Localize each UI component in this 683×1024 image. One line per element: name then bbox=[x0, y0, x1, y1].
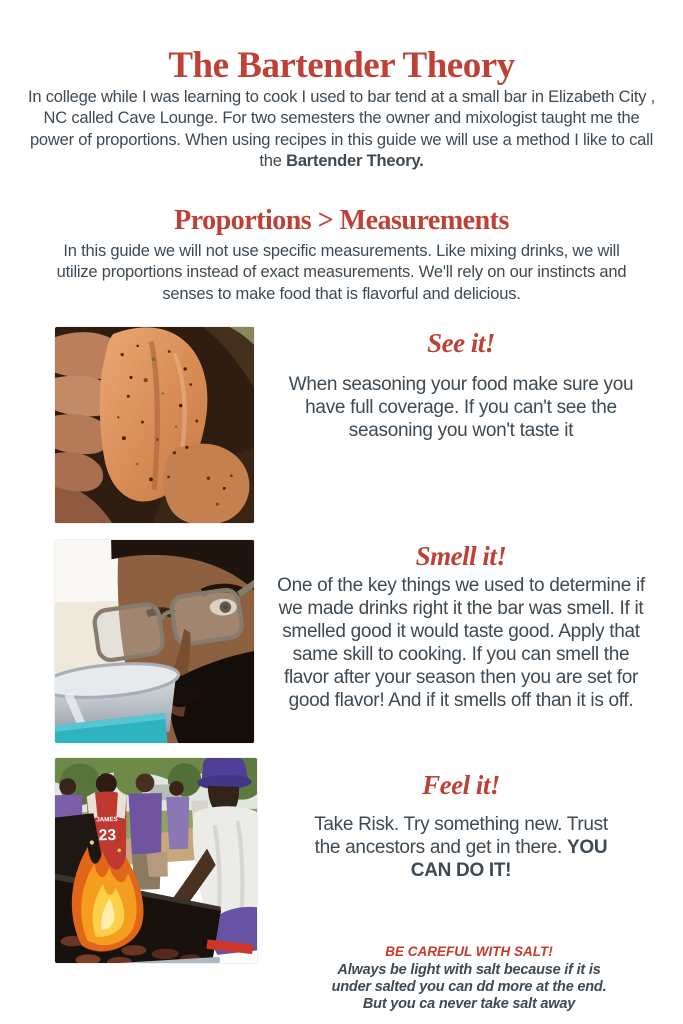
intro-paragraph bbox=[26, 87, 657, 173]
photo-seasoned-chicken bbox=[55, 327, 254, 523]
photo-smelling-bowl bbox=[55, 540, 254, 743]
see-it-heading: See it! bbox=[427, 328, 495, 358]
section-feel-it bbox=[277, 770, 645, 882]
jersey-name: JAMES bbox=[96, 816, 118, 824]
salt-warning-body: Always be light with salt because if it is under salted you can dd more at the end. But you ca never take salt away bbox=[331, 962, 607, 1012]
section-smell-it bbox=[277, 541, 645, 712]
feel-it-bold-phrase: YOU CAN DO IT! bbox=[410, 837, 608, 881]
smell-it-body: One of the key things we used to determine if we made drinks right it the bar was smell. If it smelled good it would taste good. Apply that same skill to cooking. If you can smell the flavor after your season then you are set for good flavor! And if it smells off than it is off. bbox=[277, 575, 645, 711]
smell-it-heading: Smell it! bbox=[415, 541, 507, 571]
photo-cookout-grill bbox=[55, 758, 257, 963]
seasoned-chicken-illustration bbox=[55, 327, 254, 523]
proportions-heading: Proportions > Measurements bbox=[174, 205, 509, 237]
feel-it-text: Take Risk. Try something new. Trust the ancestors and get in there. bbox=[314, 814, 608, 858]
salt-warning-heading: BE CAREFUL WITH SALT! bbox=[385, 944, 553, 959]
salt-warning bbox=[319, 944, 619, 1013]
feel-it-heading: Feel it! bbox=[422, 770, 500, 800]
intro-text: In college while I was learning to cook I used to bar tend at a small bar in Elizabeth City , NC called Cave Lounge. For two semesters the owner and mixologist taught me the power of proportions. When using recipes in this guide we will use a method I like to call the bbox=[27, 87, 656, 170]
proportions-paragraph: In this guide we will not use specific measurements. Like mixing drinks, we will utilize proportions instead of exact measurements. We'll rely on our instincts and senses to make food that is flavorful and delicious. bbox=[56, 241, 627, 303]
section-see-it bbox=[277, 328, 645, 442]
feel-it-body bbox=[310, 813, 612, 882]
cookout-grill-illustration bbox=[55, 758, 257, 963]
intro-bold-phrase: Bartender Theory. bbox=[286, 152, 424, 170]
see-it-body: When seasoning your food make sure you have full coverage. If you can't see the seasoning you won't taste it bbox=[288, 374, 634, 441]
page-title: The Bartender Theory bbox=[168, 44, 515, 86]
smelling-bowl-illustration bbox=[55, 540, 254, 743]
jersey-number: 23 bbox=[98, 826, 117, 845]
